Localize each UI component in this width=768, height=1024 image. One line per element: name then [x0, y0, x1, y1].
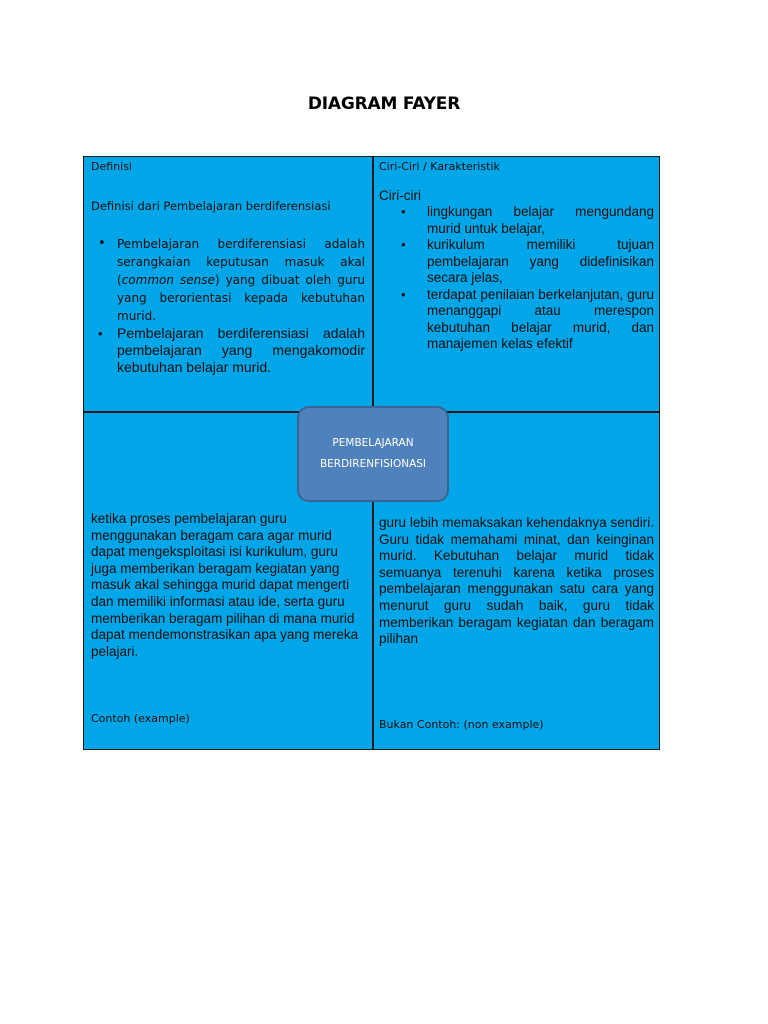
characteristics-quadrant [379, 160, 654, 353]
definition-item-1-post: ) yang dibuat oleh guru yang berorientasi kepada kebutuhan murid. [117, 273, 365, 323]
characteristics-item-text: lingkungan belajar mengundang murid untuk belajar, [427, 204, 654, 236]
bullet-icon: • [98, 326, 103, 341]
definition-item-1-pre: Pembelajaran berdiferensiasi adalah serangkaian keputusan masuk akal ( [117, 237, 365, 287]
bullet-icon: • [401, 237, 406, 252]
bullet-icon: • [401, 286, 406, 302]
center-concept-line-1: PEMBELAJARAN [332, 437, 414, 449]
page-title: DIAGRAM FAYER [307, 94, 461, 114]
characteristics-item [379, 204, 654, 237]
center-concept-box [297, 406, 449, 502]
bullet-icon: • [98, 236, 106, 251]
example-label: Contoh (example) [91, 712, 190, 725]
characteristics-item [379, 237, 654, 287]
bullet-icon: • [401, 204, 406, 219]
characteristics-item-text: kurikulum memiliki tujuan pembelajaran yang didefinisikan secara jelas, [427, 237, 654, 285]
example-quadrant [91, 511, 365, 660]
characteristics-item [379, 287, 654, 353]
definition-list [91, 235, 365, 376]
definition-subheading: Definisi dari Pembelajaran berdiferensiasi [91, 199, 331, 213]
definition-quadrant [91, 160, 365, 376]
non-example-label: Bukan Contoh: (non example) [379, 718, 544, 731]
definition-item-2 [91, 325, 365, 376]
definition-item-1-emphasis: common sense [121, 273, 215, 287]
definition-item-1 [91, 235, 365, 325]
non-example-quadrant [379, 515, 654, 648]
characteristics-subheading: Ciri-ciri [379, 188, 421, 203]
characteristics-heading: Ciri-Ciri / Karakteristik [379, 160, 500, 173]
definition-item-2-text: Pembelajaran berdiferensiasi adalah pembelajaran yang mengakomodir kebutuhan belajar murid. [117, 325, 365, 375]
example-text: ketika proses pembelajaran guru menggunakan beragam cara agar murid dapat mengeksploitasi isi kurikulum, guru juga memberikan beragam kegiatan yang masuk akal sehingga murid dapat mengerti dan memiliki informasi atau ide, serta guru memberikan beragam pilihan di mana murid dapat mendemonstrasikan apa yang mereka pelajari. [91, 511, 359, 659]
characteristics-item-text: terdapat penilaian berkelanjutan, guru menanggapi atau merespon kebutuhan belajar murid, dan manajemen kelas efektif [427, 286, 654, 351]
non-example-text: guru lebih memaksakan kehendaknya sendiri. Guru tidak memahami minat, dan keinginan murid. Kebutuhan belajar murid tidak semuanya terenuhi karena ketika proses pembelajaran menggunakan satu cara yang menurut guru sudah baik, guru tidak memberikan beragam kegiatan dan beragam pilihan [379, 515, 654, 647]
definition-heading: Definisi [91, 160, 132, 173]
characteristics-list [379, 204, 654, 353]
center-concept-line-2: BERDIRENFISIONASI [319, 458, 427, 470]
